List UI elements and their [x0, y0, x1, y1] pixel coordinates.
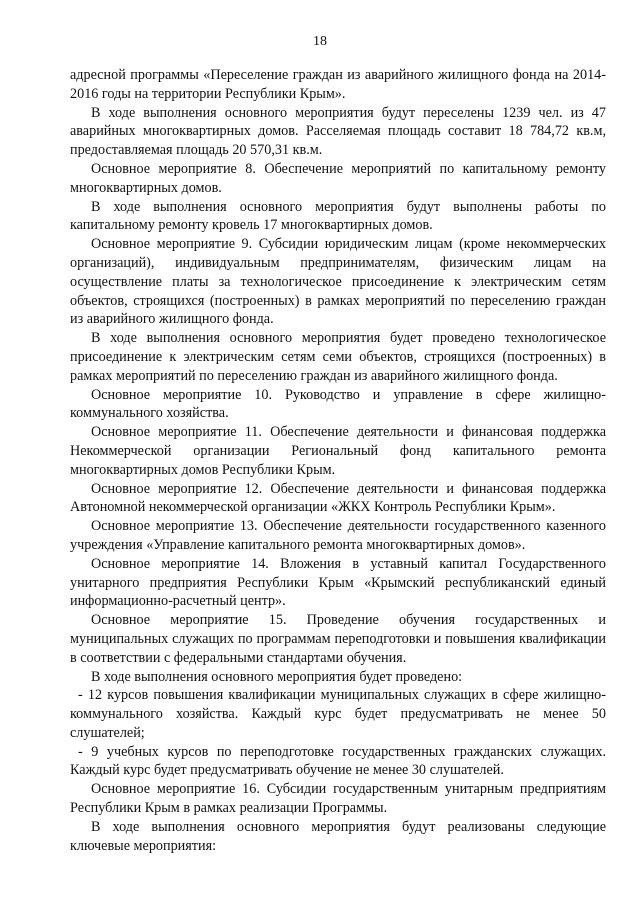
paragraph-measure-14: Основное мероприятие 14. Вложения в уставный капитал Государственного унитарного предприятия Республики Крым «Крымский республиканский единый информационно-расчетный центр».	[70, 555, 606, 610]
paragraph-measure-8: Основное мероприятие 8. Обеспечение мероприятий по капитальному ремонту многоквартирных домов.	[70, 160, 606, 196]
page-number: 18	[313, 34, 327, 49]
paragraph-measure-12: Основное мероприятие 12. Обеспечение деятельности и финансовая поддержка Автономной некоммерческой организации «ЖКХ Контроль Республики Крым».	[70, 480, 606, 516]
paragraph-measure-16: Основное мероприятие 16. Субсидии государственным унитарным предприятиям Республики Крым в рамках реализации Программы.	[70, 781, 606, 817]
paragraph-measure-10: Основное мероприятие 10. Руководство и управление в сфере жилищно-коммунального хозяйства.	[70, 386, 606, 422]
paragraph-measure-8-results: В ходе выполнения основного мероприятия будут выполнены работы по капитальному ремонту кровель 17 многоквартирных домов.	[70, 198, 606, 234]
list-item-retraining-courses: - 9 учебных курсов по переподготовке государственных гражданских служащих. Каждый курс будет предусматривать обучение не менее 30 слушателей.	[70, 743, 606, 779]
paragraph-measure-9: Основное мероприятие 9. Субсидии юридическим лицам (кроме некоммерческих организаций), индивидуальным предпринимателям, физическим лицам на осуществление платы за технологическое присоединение к электрическим сетям объектов, строящихся (построенных) в рамках мероприятий по переселению граждан из аварийного жилищного фонда.	[70, 236, 606, 328]
paragraph-measure-16-results: В ходе выполнения основного мероприятия будут реализованы следующие ключевые мероприятия:	[70, 818, 606, 854]
paragraph-measure-13: Основное мероприятие 13. Обеспечение деятельности государственного казенного учреждения «Управление капитального ремонта многоквартирных домов».	[70, 518, 606, 553]
paragraph-measure-9-results: В ходе выполнения основного мероприятия будет проведено технологическое присоединение к электрическим сетям семи объектов, строящихся (построенных) в рамках мероприятий по переселению граждан из аварийного жилищного фонда.	[70, 330, 606, 384]
list-item-qualification-courses: - 12 курсов повышения квалификации муниципальных служащих в сфере жилищно-коммунального хозяйства. Каждый курс будет предусматривать не менее 50 слушателей;	[70, 687, 606, 741]
paragraph-resettlement-results: В ходе выполнения основного мероприятия будут переселены 1239 чел. из 47 аварийных многоквартирных домов. Расселяемая площадь составит 18 784,72 кв.м, предоставляемая площадь 20 570,31 кв.м.	[70, 104, 606, 159]
paragraph-measure-11: Основное мероприятие 11. Обеспечение деятельности и финансовая поддержка Некоммерческой организации Региональный фонд капитального ремонта многоквартирных домов Республики Крым.	[70, 424, 606, 478]
paragraph-resettlement-program: адресной программы «Переселение граждан из аварийного жилищного фонда на 2014-2016 годы на территории Республики Крым».	[70, 67, 606, 102]
paragraph-measure-15: Основное мероприятие 15. Проведение обучения государственных и муниципальных служащих по программам переподготовки и повышения квалификации в соответствии с федеральными стандартами обучения.	[70, 612, 606, 666]
document-body	[70, 66, 606, 855]
paragraph-measure-15-intro: В ходе выполнения основного мероприятия будет проведено:	[91, 668, 463, 685]
